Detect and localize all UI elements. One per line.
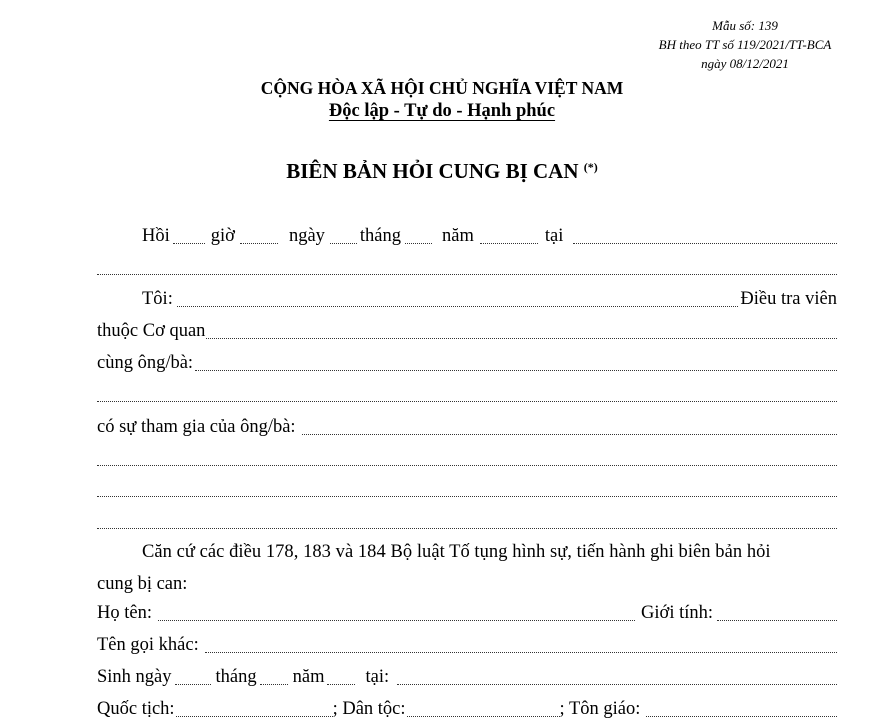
- label-ngay: ngày: [288, 226, 325, 246]
- birth-day-field[interactable]: [175, 669, 211, 685]
- label-sinh-ngay: Sinh ngày: [97, 667, 172, 687]
- agency-field[interactable]: [206, 323, 837, 339]
- legal-basis-line-1: [97, 542, 839, 564]
- label-thuoc-co-quan: thuộc Cơ quan: [97, 321, 206, 341]
- label-gio: giờ: [210, 226, 235, 246]
- name-gender-line: [97, 603, 837, 625]
- participant-line: [97, 417, 837, 439]
- label-ton-giao: ; Tôn giáo:: [559, 699, 641, 719]
- day-field[interactable]: [330, 228, 357, 244]
- alias-line: [97, 635, 837, 657]
- gender-field[interactable]: [717, 605, 837, 621]
- month-field[interactable]: [405, 228, 432, 244]
- religion-field[interactable]: [646, 701, 837, 717]
- legal-basis-text-cont: cung bị can:: [97, 574, 188, 594]
- participant-field-continued-3[interactable]: [97, 527, 837, 529]
- label-thang: tháng: [359, 226, 402, 246]
- label-nam: năm: [442, 226, 474, 246]
- label-dieu-tra-vien: Điều tra viên: [740, 289, 837, 309]
- label-hoi: Hồi: [142, 226, 170, 246]
- alias-field[interactable]: [205, 637, 837, 653]
- full-name-field[interactable]: [158, 605, 635, 621]
- minute-field[interactable]: [240, 228, 278, 244]
- investigator-line: [97, 289, 837, 311]
- label-quoc-tich: Quốc tịch:: [97, 699, 175, 719]
- birth-place-field[interactable]: [397, 669, 837, 685]
- country-header: CỘNG HÒA XÃ HỘI CHỦ NGHĨA VIỆT NAM: [260, 78, 624, 98]
- participant-field-continued-1[interactable]: [97, 464, 837, 466]
- place-field[interactable]: [573, 228, 837, 244]
- time-place-line: [97, 226, 837, 248]
- form-number: Mẫu số: 139: [712, 18, 778, 33]
- accompanied-by-line: [97, 353, 837, 375]
- form-number-block: [620, 16, 870, 73]
- label-sinh-nam: năm: [292, 667, 325, 687]
- birth-year-field[interactable]: [327, 669, 355, 685]
- legal-basis-line-2: [97, 574, 837, 596]
- label-cung-ong-ba: cùng ông/bà:: [97, 353, 194, 373]
- label-tai: tại: [544, 226, 564, 246]
- title-text: BIÊN BẢN HỎI CUNG BỊ CAN: [286, 159, 579, 183]
- label-toi: Tôi:: [142, 289, 173, 309]
- nationality-field[interactable]: [176, 701, 333, 717]
- label-gioi-tinh: Giới tính:: [641, 603, 713, 623]
- motto-text: Độc lập - Tự do - Hạnh phúc: [328, 101, 556, 121]
- accompanied-by-field[interactable]: [195, 355, 837, 371]
- nationality-line: [97, 699, 837, 721]
- participant-field-continued-2[interactable]: [97, 495, 837, 497]
- ethnicity-field[interactable]: [407, 701, 560, 717]
- motto: [0, 101, 884, 122]
- place-field-continued[interactable]: [97, 273, 837, 275]
- form-date: ngày 08/12/2021: [701, 56, 789, 71]
- label-ho-ten: Họ tên:: [97, 603, 152, 623]
- label-sinh-thang: tháng: [215, 667, 257, 687]
- birth-month-field[interactable]: [260, 669, 288, 685]
- document-title: [0, 159, 884, 184]
- legal-basis-text: Căn cứ các điều 178, 183 và 184 Bộ luật Tố tụng hình sự, tiến hành ghi biên bản hỏi: [142, 542, 771, 562]
- label-ten-goi-khac: Tên gọi khác:: [97, 635, 199, 655]
- label-dan-toc: ; Dân tộc:: [332, 699, 406, 719]
- investigator-name-field[interactable]: [177, 291, 739, 307]
- form-legal-basis: BH theo TT số 119/2021/TT-BCA: [658, 37, 832, 52]
- label-sinh-tai: tại:: [365, 667, 390, 687]
- label-co-su-tham-gia: có sự tham gia của ông/bà:: [97, 417, 296, 437]
- title-footnote-mark: (*): [583, 160, 598, 174]
- birth-line: [97, 667, 837, 689]
- agency-line: [97, 321, 837, 343]
- accompanied-by-field-continued[interactable]: [97, 400, 837, 402]
- hour-field[interactable]: [173, 228, 205, 244]
- year-field[interactable]: [480, 228, 538, 244]
- participant-field[interactable]: [302, 419, 837, 435]
